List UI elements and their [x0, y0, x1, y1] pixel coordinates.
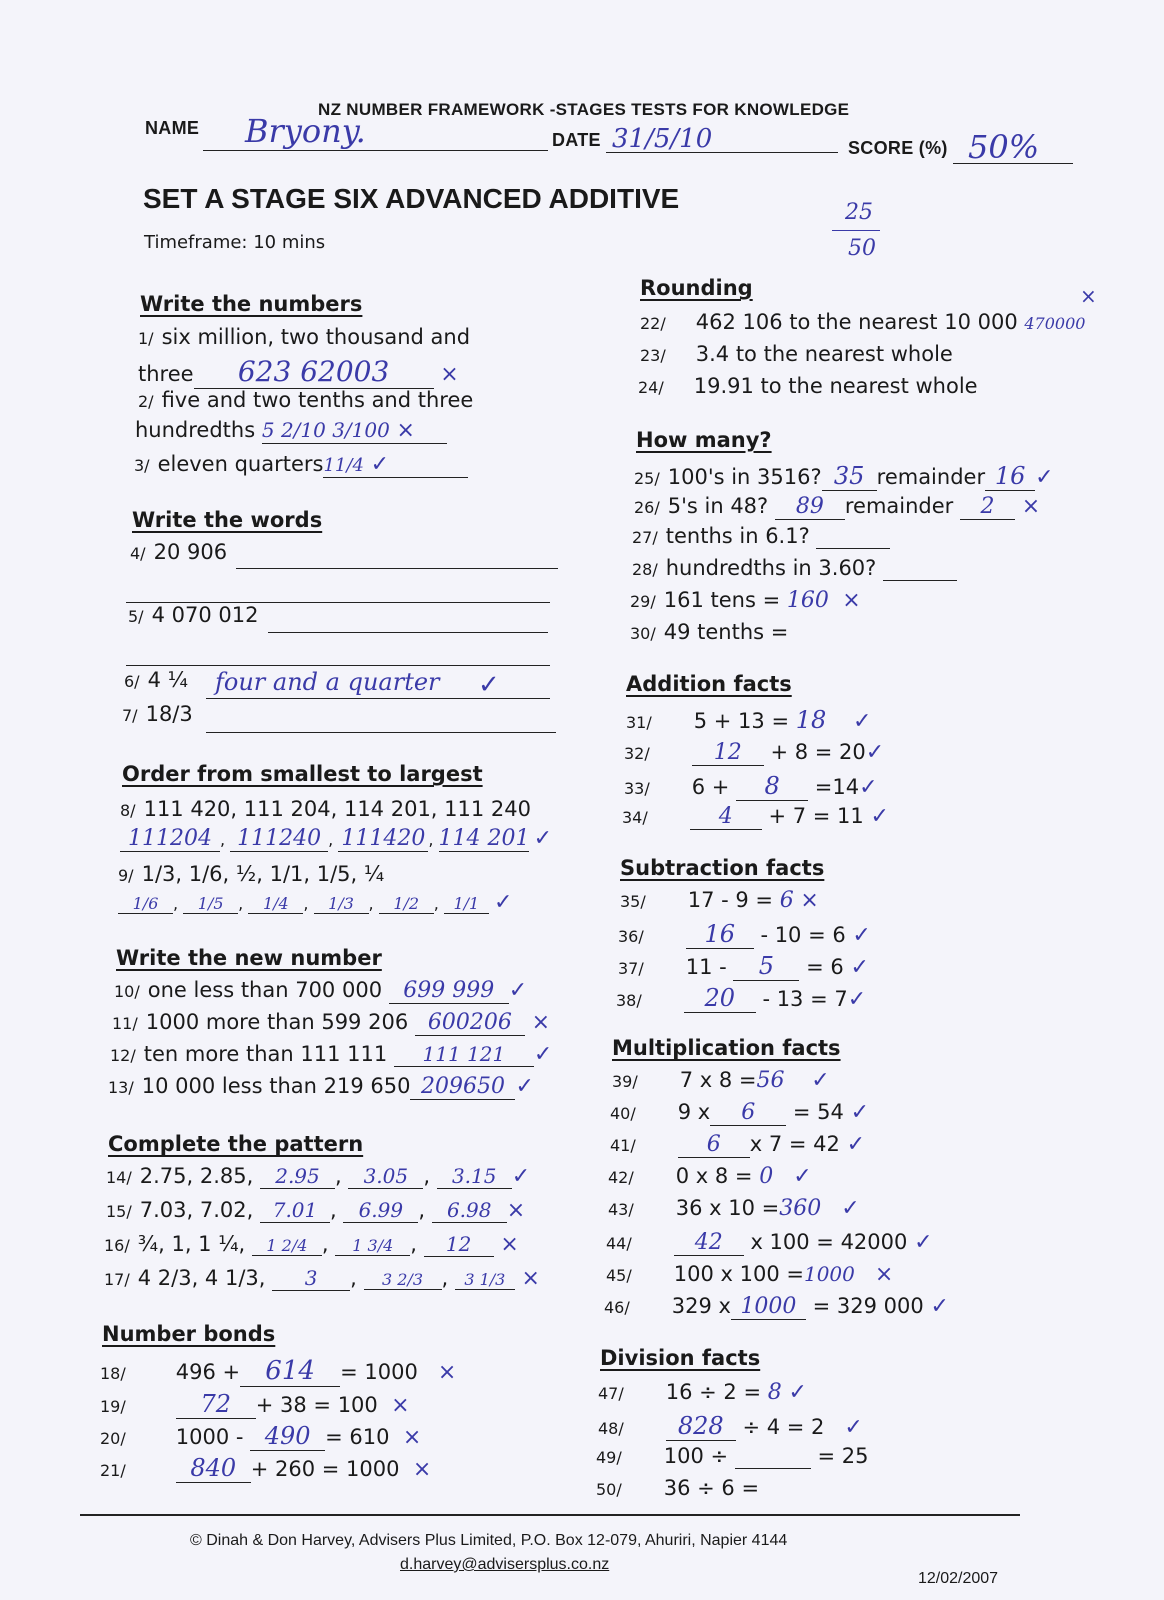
question-42: 42/ 0 x 8 = 0 ✓	[608, 1164, 812, 1189]
question-17: 17/ 4 2/3, 4 1/3, 3 , 3 2/3 , 3 1/3 ×	[104, 1266, 540, 1291]
section-order: Order from smallest to largest	[122, 762, 483, 786]
section-addition: Addition facts	[626, 672, 792, 696]
section-new-number: Write the new number	[116, 946, 382, 970]
question-25: 25/ 100's in 3516? 35 remainder 16 ✓	[634, 462, 1054, 490]
score-label: SCORE (%)	[848, 138, 948, 158]
question-37: 37/ 11 - 5 = 6 ✓	[618, 952, 869, 980]
check-mark: ✓	[1035, 465, 1054, 490]
question-32: 32/ 12 + 8 = 20✓	[624, 740, 885, 765]
cross-mark: ×	[391, 1393, 410, 1418]
question-50: 50/ 36 ÷ 6 =	[596, 1476, 760, 1500]
question-5: 5/ 4 070 012	[128, 603, 259, 627]
check-mark: ✓	[478, 670, 500, 700]
check-mark: ✓	[841, 1196, 860, 1221]
question-10: 10/ one less than 700 000 699 999 ✓	[114, 978, 528, 1003]
tally-divider	[832, 230, 880, 231]
question-9: 9/ 1/3, 1/6, ½, 1/1, 1/5, ¼	[118, 862, 385, 886]
question-35: 35/ 17 - 9 = 6 ×	[620, 888, 819, 913]
question-30: 30/ 49 tenths =	[630, 620, 789, 644]
cross-mark: ×	[800, 888, 819, 913]
cross-mark: ×	[531, 1010, 550, 1035]
check-mark: ✓	[493, 890, 513, 915]
section-pattern: Complete the pattern	[108, 1132, 364, 1156]
question-18: 18/ 496 + 614 = 1000 ×	[100, 1356, 457, 1386]
footer-divider	[80, 1514, 1020, 1516]
question-38: 38/ 20 - 13 = 7✓	[616, 984, 867, 1012]
section-number-bonds: Number bonds	[102, 1322, 276, 1346]
question-44: 44/ 42 x 100 = 42000 ✓	[606, 1230, 933, 1255]
check-mark: ✓	[844, 1415, 863, 1440]
check-mark: ✓	[370, 452, 390, 477]
section-write-numbers: Write the numbers	[140, 292, 363, 316]
question-4: 4/ 20 906	[130, 540, 228, 564]
check-mark: ✓	[533, 1042, 553, 1067]
answer-1: 623 62003	[237, 355, 390, 388]
answer-6: four and a quarter	[215, 668, 440, 696]
question-48: 48/ 828 ÷ 4 = 2 ✓	[598, 1412, 863, 1440]
tally-bottom: 50	[848, 236, 876, 261]
question-49: 49/ 100 ÷ = 25	[596, 1444, 869, 1468]
question-28: 28/ hundredths in 3.60?	[632, 556, 957, 581]
tally-top: 25	[845, 200, 873, 225]
question-2: 2/ five and two tenths and three	[138, 388, 474, 412]
question-29: 29/ 161 tens = 160 ×	[630, 588, 861, 613]
name-label: NAME	[145, 118, 200, 138]
question-1-cont: three 623 62003 ×	[138, 355, 459, 388]
footer-date: 12/02/2007	[918, 1570, 999, 1587]
question-1: 1/ six million, two thousand and	[138, 325, 471, 349]
question-33: 33/ 6 + 8 =14✓	[624, 772, 878, 800]
check-mark: ✓	[793, 1164, 812, 1189]
section-write-words: Write the words	[132, 508, 323, 532]
date-value: 31/5/10	[612, 124, 713, 154]
question-31: 31/ 5 + 13 = 18 ✓	[626, 706, 872, 734]
answer-2: 5 2/10 3/100	[261, 418, 390, 442]
footer-email[interactable]: d.harvey@advisersplus.co.nz	[400, 1556, 610, 1573]
check-mark: ✓	[859, 775, 878, 800]
question-43: 43/ 36 x 10 =360 ✓	[608, 1196, 860, 1221]
cross-mark: ×	[437, 1360, 457, 1385]
section-division: Division facts	[600, 1346, 761, 1370]
question-15: 15/ 7.03, 7.02, 7.01 , 6.99 , 6.98 ×	[106, 1198, 526, 1223]
answer-22: 470000	[1024, 314, 1086, 333]
check-mark: ✓	[847, 987, 867, 1012]
question-41: 41/ 6 x 7 = 42 ✓	[610, 1132, 866, 1157]
question-34: 34/ 4 + 7 = 11 ✓	[622, 804, 889, 829]
answer-8: 111204 , 111240 , 111420 , 114 201 ✓	[120, 826, 552, 852]
question-24: 24/ 19.91 to the nearest whole	[638, 374, 978, 398]
question-3: 3/ eleven quarters11/4 ✓	[134, 452, 468, 478]
question-40: 40/ 9 x 6 = 54 ✓	[610, 1100, 870, 1125]
check-mark: ✓	[511, 1164, 531, 1189]
cross-mark: ×	[1080, 284, 1097, 308]
check-mark: ✓	[865, 740, 885, 765]
question-45: 45/ 100 x 100 =1000 ×	[606, 1262, 894, 1287]
check-mark: ✓	[852, 923, 871, 948]
question-2-cont: hundredths 5 2/10 3/100 ×	[135, 418, 447, 444]
footer-copyright: © Dinah & Don Harvey, Advisers Plus Limited, P.O. Box 12-079, Ahuriri, Napier 4144	[190, 1532, 788, 1549]
check-mark: ✓	[515, 1074, 534, 1099]
document-title: NZ NUMBER FRAMEWORK -STAGES TESTS FOR KNOWLEDGE	[318, 100, 850, 119]
cross-mark: ×	[396, 418, 415, 443]
section-subtraction: Subtraction facts	[620, 856, 825, 880]
question-19: 19/ 72 + 38 = 100 ×	[100, 1390, 410, 1418]
question-6: 6/ 4 ¼	[124, 668, 188, 692]
cross-mark: ×	[842, 588, 861, 613]
question-13: 13/ 10 000 less than 219 650 209650 ✓	[108, 1074, 534, 1099]
question-21: 21/ 840 + 260 = 1000 ×	[100, 1454, 432, 1482]
cross-mark: ×	[440, 362, 459, 387]
name-value: Bryony.	[245, 112, 366, 150]
date-label: DATE	[552, 130, 601, 150]
cross-mark: ×	[1021, 494, 1041, 519]
question-46: 46/ 329 x 1000 = 329 000 ✓	[604, 1294, 949, 1319]
check-mark: ✓	[914, 1230, 933, 1255]
question-39: 39/ 7 x 8 =56 ✓	[612, 1068, 830, 1093]
cross-mark: ×	[402, 1425, 422, 1450]
check-mark: ✓	[811, 1068, 830, 1093]
cross-mark: ×	[500, 1232, 519, 1257]
check-mark: ✓	[853, 709, 872, 734]
timeframe: Timeframe: 10 mins	[144, 232, 326, 253]
check-mark: ✓	[930, 1294, 949, 1319]
question-7: 7/ 18/3	[122, 702, 193, 726]
question-26: 26/ 5's in 48? 89 remainder 2 ×	[634, 494, 1041, 519]
cross-mark: ×	[412, 1457, 432, 1482]
check-mark: ✓	[533, 826, 553, 851]
set-title: SET A STAGE SIX ADVANCED ADDITIVE	[143, 183, 680, 214]
question-23: 23/ 3.4 to the nearest whole	[640, 342, 953, 366]
question-12: 12/ ten more than 111 111 111 121 ✓	[110, 1042, 553, 1067]
answer-9: 1/6 , 1/5 , 1/4 , 1/3 , 1/2 , 1/1 ✓	[118, 890, 512, 915]
question-20: 20/ 1000 - 490 = 610 ×	[100, 1422, 422, 1450]
check-mark: ✓	[788, 1380, 807, 1405]
cross-mark: ×	[521, 1266, 540, 1291]
check-mark: ✓	[850, 955, 869, 980]
question-22: 22/ 462 106 to the nearest 10 000 470000	[640, 310, 1086, 334]
score-value: 50%	[968, 128, 1040, 166]
answer-3: 11/4	[323, 455, 364, 476]
question-47: 47/ 16 ÷ 2 = 8 ✓	[598, 1380, 807, 1405]
section-how-many: How many?	[636, 428, 772, 452]
check-mark: ✓	[846, 1132, 866, 1157]
question-36: 36/ 16 - 10 = 6 ✓	[618, 920, 871, 948]
question-27: 27/ tenths in 6.1?	[632, 524, 890, 549]
check-mark: ✓	[508, 978, 528, 1003]
cross-mark: ×	[506, 1198, 526, 1223]
question-16: 16/ ¾, 1, 1 ¼, 1 2/4 , 1 3/4 , 12 ×	[104, 1232, 519, 1257]
question-14: 14/ 2.75, 2.85, 2.95 , 3.05 , 3.15 ✓	[106, 1164, 531, 1189]
cross-mark: ×	[874, 1262, 894, 1287]
question-8: 8/ 111 420, 111 204, 114 201, 111 240	[120, 797, 531, 821]
question-11: 11/ 1000 more than 599 206 600206 ×	[112, 1010, 550, 1035]
section-rounding: Rounding	[640, 276, 753, 300]
check-mark: ✓	[850, 1100, 870, 1125]
check-mark: ✓	[870, 804, 889, 829]
section-multiplication: Multiplication facts	[612, 1036, 841, 1060]
